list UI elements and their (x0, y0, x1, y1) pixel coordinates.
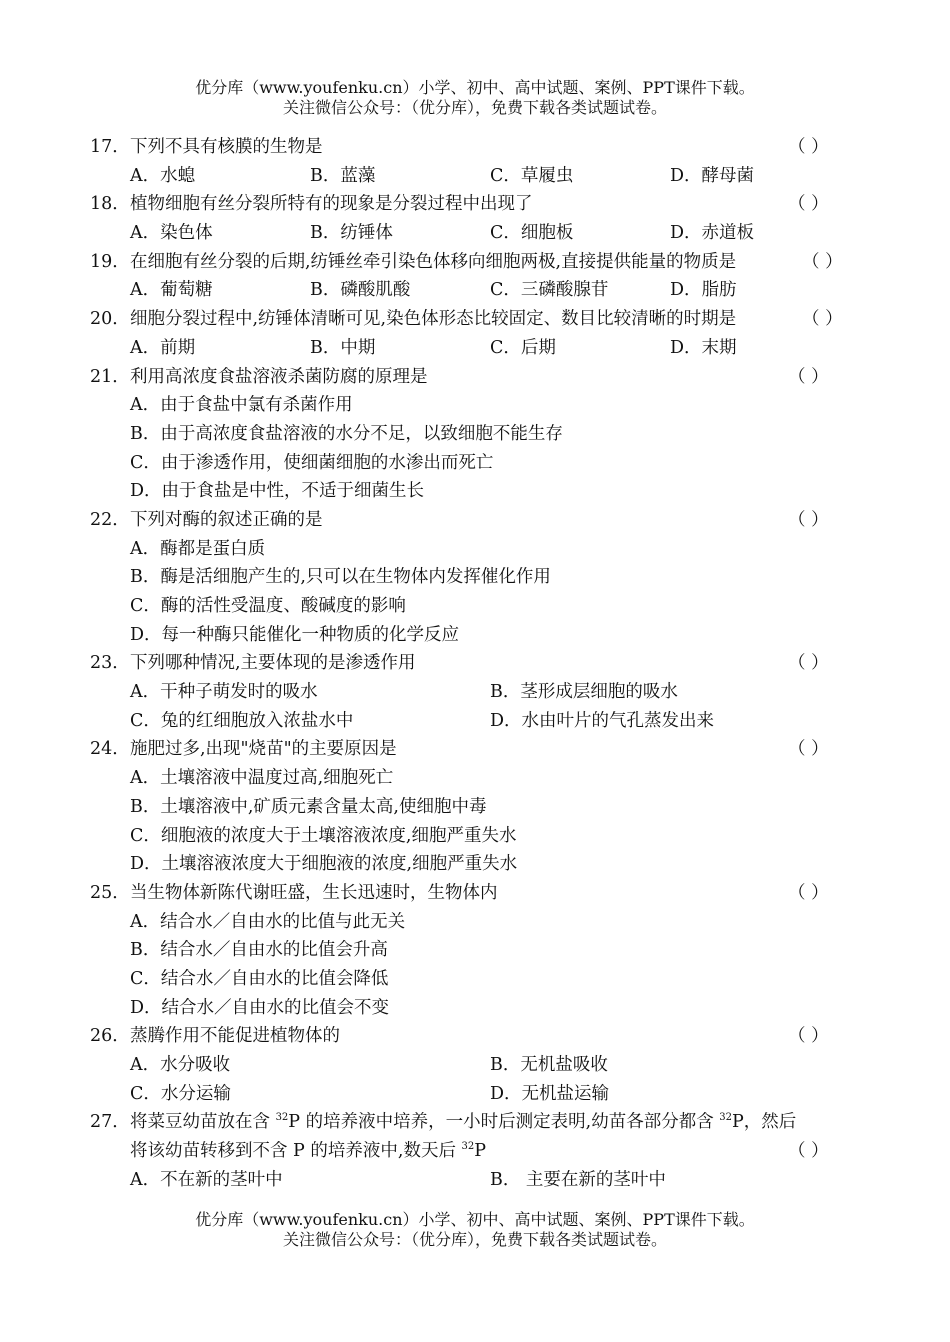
question-26-options-row-2 (90, 1080, 850, 1109)
answer-blank: （ ） (788, 194, 829, 215)
option-c (90, 592, 850, 621)
question-21-stem (90, 363, 850, 392)
question-list (90, 133, 850, 1194)
option-c: C．兔的红细胞放入浓盐水中 (130, 710, 354, 731)
question-text (130, 1108, 796, 1137)
option-text: D．结合水／自由水的比值会不变 (130, 997, 390, 1018)
option-d (90, 621, 850, 650)
option-text: A．由于食盐中氯有杀菌作用 (130, 395, 353, 416)
stem-part: 将菜豆幼苗放在含 (130, 1112, 276, 1133)
question-text: 当生物体新陈代谢旺盛，生长迅速时，生物体内 (130, 882, 498, 903)
question-18-stem (90, 190, 850, 219)
question-19-stem (90, 248, 850, 277)
question-number: 23． (90, 653, 130, 674)
answer-blank: （ ） (788, 882, 829, 903)
question-number: 19． (90, 251, 130, 272)
option-d (90, 994, 850, 1023)
question-22-stem (90, 506, 850, 535)
question-27-options-row-1 (90, 1166, 850, 1195)
question-number: 21． (90, 366, 130, 387)
question-17-options (90, 162, 850, 191)
option-text: B．酶是活细胞产生的,只可以在生物体内发挥催化作用 (130, 567, 551, 588)
question-number: 26． (90, 1026, 130, 1047)
option-text: C．由于渗透作用，使细菌细胞的水渗出而死亡 (130, 452, 494, 473)
question-number: 25． (90, 882, 130, 903)
stem-part: P (474, 1141, 487, 1162)
answer-blank: （ ） (802, 251, 843, 272)
answer-blank: （ ） (788, 1026, 829, 1047)
option-b (90, 793, 850, 822)
answer-blank: （ ） (788, 366, 829, 387)
footer-line-1: 优分库（www.youfenku.cn）小学、初中、高中试题、案例、PPT课件下载。 (195, 1210, 755, 1229)
question-26-options-row-1 (90, 1051, 850, 1080)
question-text-continued (130, 1137, 486, 1166)
option-c: C．后期 (490, 337, 556, 358)
question-23-options-row-2 (90, 707, 850, 736)
option-b: B．茎形成层细胞的吸水 (490, 682, 678, 703)
option-c (90, 965, 850, 994)
option-c: C．细胞板 (490, 223, 574, 244)
isotope-superscript: 32 (461, 1141, 475, 1153)
option-a: A．水螅 (130, 165, 196, 186)
option-a: A．不在新的茎叶中 (130, 1169, 283, 1190)
option-b (90, 420, 850, 449)
question-number: 22． (90, 509, 130, 530)
question-20-options (90, 334, 850, 363)
answer-blank: （ ） (802, 309, 843, 330)
answer-blank: （ ） (788, 653, 829, 674)
question-text: 细胞分裂过程中,纺锤体清晰可见,染色体形态比较固定、数目比较清晰的时期是 (130, 309, 737, 330)
question-text: 下列哪种情况,主要体现的是渗透作用 (130, 653, 416, 674)
question-27-stem (90, 1108, 850, 1137)
option-c: C．水分运输 (130, 1083, 231, 1104)
question-18-options (90, 219, 850, 248)
option-d: D．末期 (670, 337, 737, 358)
option-a: A．葡萄糖 (130, 280, 213, 301)
option-text: B．结合水／自由水的比值会升高 (130, 940, 388, 961)
option-b: B．纺锤体 (310, 223, 393, 244)
option-b: B．蓝藻 (310, 165, 376, 186)
option-a (90, 764, 850, 793)
option-a: A．染色体 (130, 223, 213, 244)
question-17-stem (90, 133, 850, 162)
option-text: A．酶都是蛋白质 (130, 538, 266, 559)
question-26-stem (90, 1022, 850, 1051)
question-23-stem (90, 649, 850, 678)
option-text: A．结合水／自由水的比值与此无关 (130, 911, 406, 932)
option-d: D．酵母菌 (670, 165, 755, 186)
header-line-2: 关注微信公众号：（优分库），免费下载各类试题试卷。 (282, 98, 667, 117)
stem-part: P 的培养液中培养，一小时后测定表明,幼苗各部分都含 (288, 1112, 720, 1133)
page-header (0, 78, 950, 118)
option-b (90, 563, 850, 592)
question-text: 利用高浓度食盐溶液杀菌防腐的原理是 (130, 366, 428, 387)
page-footer (0, 1210, 950, 1250)
option-text: D．每一种酶只能催化一种物质的化学反应 (130, 624, 460, 645)
option-d: D．无机盐运输 (490, 1083, 610, 1104)
option-d (90, 850, 850, 879)
option-a (90, 908, 850, 937)
option-c (90, 449, 850, 478)
option-b: B．中期 (310, 337, 376, 358)
question-number: 24． (90, 739, 130, 760)
stem-part: 将该幼苗转移到不含 P 的培养液中,数天后 (130, 1141, 462, 1162)
option-d (90, 477, 850, 506)
isotope-superscript: 32 (275, 1112, 289, 1124)
question-23-options-row-1 (90, 678, 850, 707)
option-b: B．磷酸肌酸 (310, 280, 411, 301)
question-19-options (90, 276, 850, 305)
question-25-stem (90, 879, 850, 908)
isotope-superscript: 32 (719, 1112, 732, 1124)
option-d: D．脂肪 (670, 280, 737, 301)
answer-blank: （ ） (788, 137, 829, 157)
question-text: 下列不具有核膜的生物是 (130, 137, 323, 157)
option-text: B．土壤溶液中,矿质元素含量太高,使细胞中毒 (130, 796, 487, 817)
question-20-stem (90, 305, 850, 334)
question-27-stem-continued (90, 1137, 850, 1166)
option-text: D．由于食盐是中性，不适于细菌生长 (130, 481, 425, 502)
question-text: 植物细胞有丝分裂所特有的现象是分裂过程中出现了 (130, 194, 533, 215)
option-a (90, 391, 850, 420)
question-text: 施肥过多,出现"烧苗"的主要原因是 (130, 739, 397, 760)
option-d: D．赤道板 (670, 223, 755, 244)
option-b: B．无机盐吸收 (490, 1055, 608, 1075)
question-24-stem (90, 735, 850, 764)
stem-part: P，然后 (732, 1112, 797, 1133)
answer-blank: （ ） (788, 509, 829, 530)
header-line-1: 优分库（www.youfenku.cn）小学、初中、高中试题、案例、PPT课件下载。 (195, 78, 755, 97)
answer-blank: （ ） (788, 1141, 829, 1162)
option-text: C．结合水／自由水的比值会降低 (130, 968, 389, 989)
option-a: A．水分吸收 (130, 1055, 231, 1075)
question-number: 17． (90, 137, 130, 157)
question-number: 20． (90, 309, 130, 330)
question-text: 蒸腾作用不能促进植物体的 (130, 1026, 340, 1047)
option-b (90, 936, 850, 965)
option-a: A．干种子萌发时的吸水 (130, 682, 318, 703)
question-text: 下列对酶的叙述正确的是 (130, 509, 323, 530)
option-text: B．由于高浓度食盐溶液的水分不足，以致细胞不能生存 (130, 423, 563, 444)
question-number: 18． (90, 194, 130, 215)
option-text: C．细胞液的浓度大于土壤溶液浓度,细胞严重失水 (130, 825, 517, 846)
option-text: A．土壤溶液中温度过高,细胞死亡 (130, 768, 394, 789)
footer-line-2: 关注微信公众号：（优分库），免费下载各类试题试卷。 (282, 1230, 667, 1249)
option-b: B． 主要在新的茎叶中 (490, 1169, 666, 1190)
option-c: C．三磷酸腺苷 (490, 280, 609, 301)
question-text: 在细胞有丝分裂的后期,纺锤丝牵引染色体移向细胞两极,直接提供能量的物质是 (130, 251, 737, 272)
answer-blank: （ ） (788, 739, 829, 760)
option-text: C．酶的活性受温度、酸碱度的影响 (130, 596, 406, 616)
option-d: D．水由叶片的气孔蒸发出来 (490, 710, 715, 731)
question-number: 27． (90, 1112, 130, 1133)
option-a (90, 535, 850, 564)
option-text: D．土壤溶液浓度大于细胞液的浓度,细胞严重失水 (130, 854, 518, 875)
option-a: A．前期 (130, 337, 196, 358)
option-c (90, 822, 850, 851)
option-c: C．草履虫 (490, 165, 574, 186)
